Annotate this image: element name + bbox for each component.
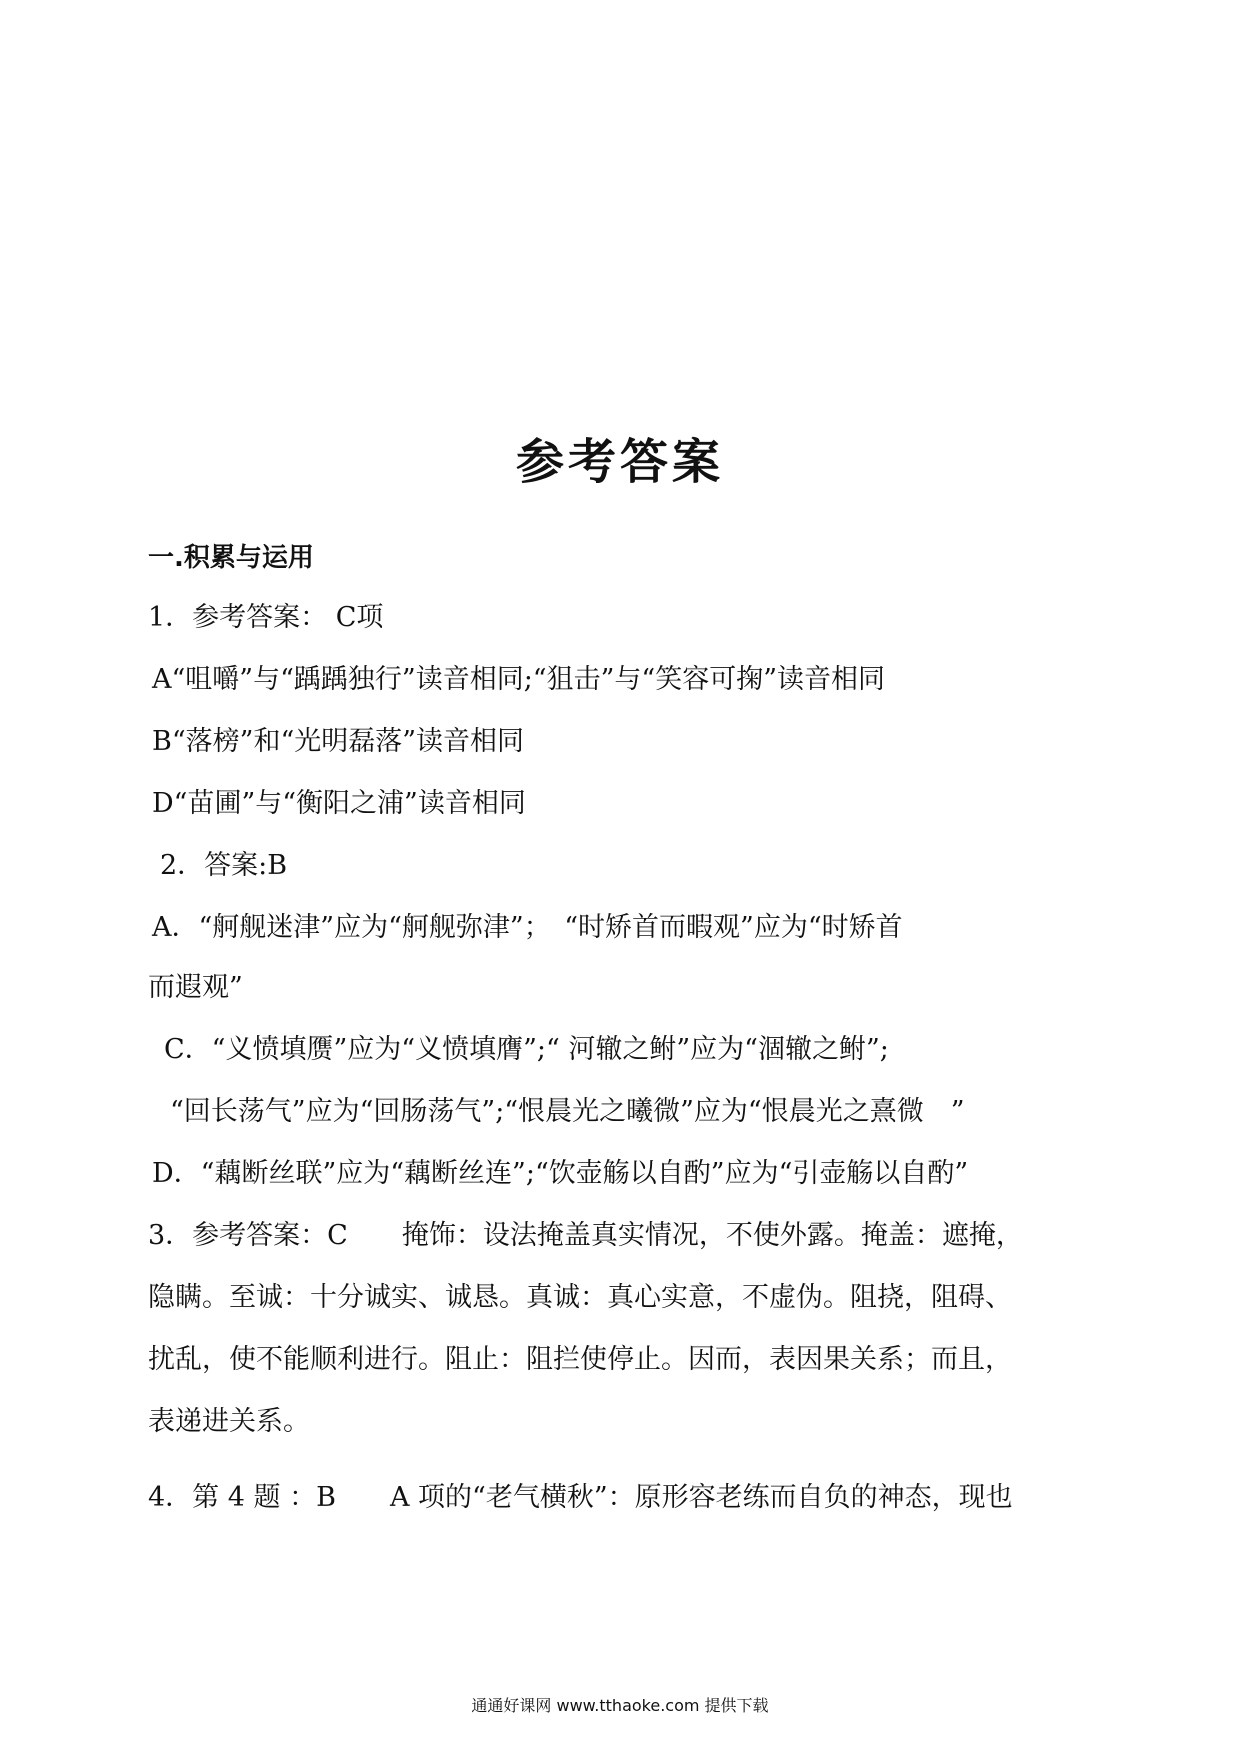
section-heading: 一.积累与运用 (148, 543, 314, 573)
answer-3-line-1: 3．参考答案：C 掩饰：设法掩盖真实情况，不使外露。掩盖：遮掩， (148, 1220, 1023, 1251)
answer-2-heading: 2．答案:B (160, 850, 288, 881)
answer-4-line-1: 4．第 4 题 ：B A 项的“老气横秋”：原形容老练而自负的神态，现也 (148, 1482, 1013, 1513)
answer-2-option-a-continued: 而遐观” (148, 972, 243, 1003)
answer-3-line-2: 隐瞒。至诚：十分诚实、诚恳。真诚：真心实意，不虚伪。阻挠，阻碍、 (148, 1282, 1012, 1313)
page-footer: 通通好课网 www.tthaoke.com 提供下载 (471, 1696, 769, 1715)
answer-3-line-4: 表递进关系。 (148, 1406, 310, 1437)
answer-3-line-3: 扰乱，使不能顺利进行。阻止：阻拦使停止。因而，表因果关系；而且， (148, 1344, 1012, 1375)
answer-2-option-c-continued: “回长荡气”应为“回肠荡气”;“恨晨光之曦微”应为“恨晨光之熹微 ” (170, 1096, 965, 1127)
answer-2-option-a: A．“舸舰迷津”应为“舸舰弥津”； “时矫首而暇观”应为“时矫首 (152, 912, 903, 943)
answer-1-option-d: D“苗圃”与“衡阳之浦”读音相同 (152, 788, 526, 819)
answer-1-option-b: B“落榜”和“光明磊落”读音相同 (152, 726, 525, 757)
answer-2-option-c: C．“义愤填赝”应为“义愤填膺”;“ 河辙之鲋”应为“涸辙之鲋”; (164, 1034, 889, 1065)
answer-2-option-d: D．“藕断丝联”应为“藕断丝连”;“饮壶觞以自酌”应为“引壶觞以自酌” (152, 1158, 969, 1189)
page-title: 参考答案 (515, 434, 724, 490)
answer-1-option-a: A“咀嚼”与“踽踽独行”读音相同;“狙击”与“笑容可掬”读音相同 (152, 664, 886, 695)
answer-1-heading: 1．参考答案： C项 (148, 602, 384, 633)
